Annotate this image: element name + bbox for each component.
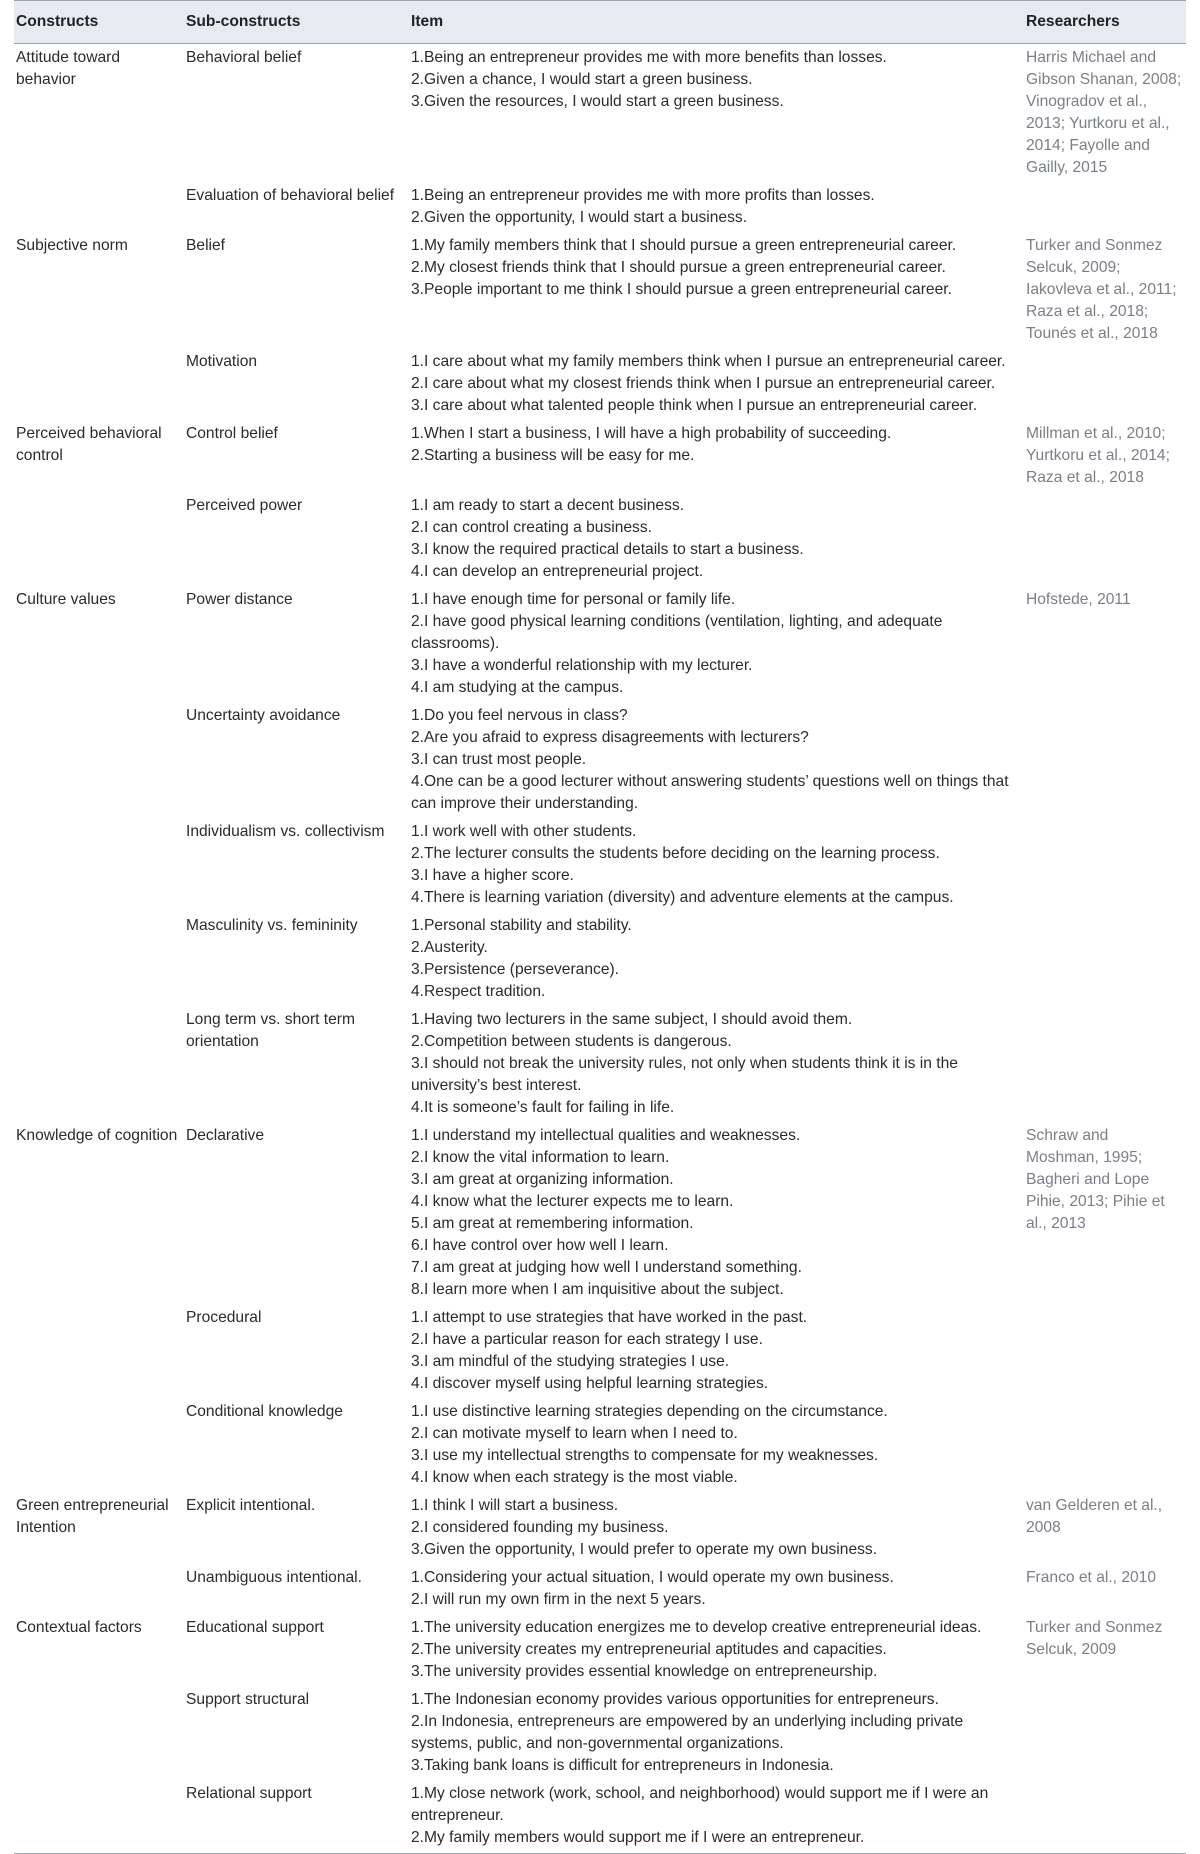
item-line: 1.The Indonesian economy provides various opportunities for entrepreneurs. [411,1691,939,1708]
table-row [14,1564,1186,1614]
table-row [14,1780,1186,1854]
sub-construct-cell: Individualism vs. collectivism [186,823,385,840]
item-line: 2.Are you afraid to express disagreements with lecturers? [411,729,809,746]
researchers-cell [1024,1780,1186,1854]
item-line: 4.There is learning variation (diversity) and adventure elements at the campus. [411,889,954,906]
item-line: 1.I care about what my family members think when I pursue an entrepreneurial career. [411,353,1006,370]
item-line: 1.I understand my intellectual qualities and weaknesses. [411,1127,801,1144]
item-line: 2.I can control creating a business. [411,519,652,536]
table-body [14,44,1186,1854]
construct-cell [14,1564,184,1614]
construct-cell: Culture values [16,591,116,608]
item-line: 1.Considering your actual situation, I would operate my own business. [411,1569,894,1586]
construct-cell [14,492,184,586]
items-cell [409,586,1024,702]
construct-cell [14,1398,184,1492]
researchers-cell [1024,348,1186,420]
items-cell [409,1614,1024,1686]
sub-construct-cell: Procedural [186,1309,262,1326]
researchers-cell [1024,1304,1186,1398]
researchers-cell [1024,492,1186,586]
sub-construct-cell: Behavioral belief [186,49,302,66]
item-line: 4.I know when each strategy is the most viable. [411,1469,738,1486]
item-line: 3.I am mindful of the studying strategies I use. [411,1353,730,1370]
construct-cell [14,348,184,420]
item-line: 2.I have a particular reason for each strategy I use. [411,1331,763,1348]
sub-construct-cell: Control belief [186,425,278,442]
item-line: 3.I should not break the university rules, not only when students think it is in the university’s best interest. [411,1055,958,1094]
construct-cell [14,702,184,818]
construct-cell [14,1304,184,1398]
table-row [14,420,1186,492]
items-cell [409,348,1024,420]
researchers-cell: van Gelderen et al., 2008 [1026,1497,1163,1536]
constructs-table [14,0,1186,1854]
sub-construct-cell: Masculinity vs. femininity [186,917,358,934]
header-row [14,1,1186,44]
construct-cell: Contextual factors [16,1619,142,1636]
researchers-cell: Hofstede, 2011 [1026,591,1131,608]
items-cell [409,44,1024,183]
item-line: 1.When I start a business, I will have a high probability of succeeding. [411,425,892,442]
item-line: 4.I discover myself using helpful learning strategies. [411,1375,769,1392]
item-line: 1.The university education energizes me to develop creative entrepreneurial ideas. [411,1619,982,1636]
construct-cell: Perceived behavioral control [16,425,162,464]
item-line: 2.I can motivate myself to learn when I need to. [411,1425,738,1442]
table-row [14,702,1186,818]
item-line: 3.I use my intellectual strengths to compensate for my weaknesses. [411,1447,879,1464]
item-line: 3.People important to me think I should pursue a green entrepreneurial career. [411,281,952,298]
item-line: 3.The university provides essential knowledge on entrepreneurship. [411,1663,878,1680]
construct-cell: Green entrepreneurial Intention [16,1497,169,1536]
item-line: 4.One can be a good lecturer without answering students’ questions well on things that can improve their understanding. [411,773,1009,812]
sub-construct-cell: Support structural [186,1691,310,1708]
construct-cell: Knowledge of cognition [16,1127,178,1144]
item-line: 2.My closest friends think that I should pursue a green entrepreneurial career. [411,259,946,276]
item-line: 6.I have control over how well I learn. [411,1237,669,1254]
item-line: 2.I will run my own firm in the next 5 years. [411,1591,706,1608]
items-cell [409,1564,1024,1614]
researchers-cell: Millman et al., 2010; Yurtkoru et al., 2014; Raza et al., 2018 [1026,425,1170,486]
researchers-cell [1024,702,1186,818]
construct-cell [14,1780,184,1854]
item-line: 7.I am great at judging how well I understand something. [411,1259,802,1276]
researchers-cell [1024,818,1186,912]
researchers-cell [1024,182,1186,232]
item-line: 2.The lecturer consults the students before deciding on the learning process. [411,845,940,862]
sub-construct-cell: Motivation [186,353,258,370]
item-line: 3.Taking bank loans is difficult for entrepreneurs in Indonesia. [411,1757,834,1774]
table-row [14,1398,1186,1492]
item-line: 3.I have a higher score. [411,867,574,884]
items-cell [409,818,1024,912]
researchers-cell: Franco et al., 2010 [1026,1569,1157,1586]
table-row [14,818,1186,912]
item-line: 2.I considered founding my business. [411,1519,669,1536]
item-line: 2.I have good physical learning conditions (ventilation, lighting, and adequate classrooms). [411,613,943,652]
table-row [14,182,1186,232]
items-cell [409,1006,1024,1122]
item-line: 2.Given a chance, I would start a green business. [411,71,753,88]
table-row [14,1122,1186,1304]
sub-construct-cell: Declarative [186,1127,264,1144]
table-row [14,1006,1186,1122]
item-line: 2.In Indonesia, entrepreneurs are empowered by an underlying including private systems, public, and non-governmental organizations. [411,1713,964,1752]
item-line: 8.I learn more when I am inquisitive about the subject. [411,1281,784,1298]
items-cell [409,420,1024,492]
item-line: 2.My family members would support me if I were an entrepreneur. [411,1829,865,1846]
sub-construct-cell: Long term vs. short term orientation [186,1011,355,1050]
construct-cell [14,818,184,912]
items-cell [409,182,1024,232]
table-row [14,232,1186,348]
researchers-cell: Schraw and Moshman, 1995; Bagheri and Lope Pihie, 2013; Pihie et al., 2013 [1026,1127,1165,1232]
researchers-cell [1024,1006,1186,1122]
item-line: 1.I am ready to start a decent business. [411,497,685,514]
item-line: 4.I am studying at the campus. [411,679,624,696]
items-cell [409,912,1024,1006]
item-line: 3.Persistence (perseverance). [411,961,620,978]
items-cell [409,702,1024,818]
item-line: 2.Starting a business will be easy for me. [411,447,695,464]
item-line: 3.I am great at organizing information. [411,1171,674,1188]
researchers-cell: Turker and Sonmez Selcuk, 2009; Iakovleva et al., 2011; Raza et al., 2018; Tounés et al., 2018 [1026,237,1177,342]
header-sub-constructs: Sub-constructs [184,1,409,44]
construct-cell: Attitude toward behavior [16,49,121,88]
item-line: 1.Personal stability and stability. [411,917,632,934]
item-line: 3.I can trust most people. [411,751,587,768]
researchers-cell [1024,1686,1186,1780]
item-line: 4.It is someone’s fault for failing in life. [411,1099,675,1116]
item-line: 1.Being an entrepreneur provides me with more profits than losses. [411,187,875,204]
construct-cell [14,912,184,1006]
item-line: 5.I am great at remembering information. [411,1215,694,1232]
table-row [14,44,1186,183]
item-line: 1.My close network (work, school, and neighborhood) would support me if I were an entrepreneur. [411,1785,989,1824]
item-line: 4.I can develop an entrepreneurial project. [411,563,704,580]
item-line: 2.Competition between students is dangerous. [411,1033,732,1050]
items-cell [409,1686,1024,1780]
construct-cell: Subjective norm [16,237,128,254]
item-line: 1.I have enough time for personal or family life. [411,591,736,608]
header-constructs: Constructs [14,1,184,44]
table-row [14,1686,1186,1780]
item-line: 3.I care about what talented people think when I pursue an entrepreneurial career. [411,397,978,414]
table-row [14,1614,1186,1686]
table-row [14,492,1186,586]
item-line: 3.Given the opportunity, I would prefer to operate my own business. [411,1541,878,1558]
sub-construct-cell: Unambiguous intentional. [186,1569,362,1586]
table-row [14,1304,1186,1398]
item-line: 2.I know the vital information to learn. [411,1149,670,1166]
item-line: 3.I know the required practical details to start a business. [411,541,804,558]
item-line: 1.My family members think that I should pursue a green entrepreneurial career. [411,237,957,254]
table-header [14,1,1186,44]
item-line: 2.I care about what my closest friends think when I pursue an entrepreneurial career. [411,375,996,392]
item-line: 2.Given the opportunity, I would start a business. [411,209,748,226]
items-cell [409,1780,1024,1854]
item-line: 1.Do you feel nervous in class? [411,707,628,724]
construct-cell [14,182,184,232]
items-cell [409,492,1024,586]
table-row [14,348,1186,420]
sub-construct-cell: Belief [186,237,226,254]
item-line: 3.I have a wonderful relationship with my lecturer. [411,657,753,674]
items-cell [409,1122,1024,1304]
item-line: 1.Being an entrepreneur provides me with more benefits than losses. [411,49,887,66]
sub-construct-cell: Uncertainty avoidance [186,707,341,724]
item-line: 1.I work well with other students. [411,823,637,840]
sub-construct-cell: Conditional knowledge [186,1403,343,1420]
item-line: 1.I think I will start a business. [411,1497,619,1514]
item-line: 1.I attempt to use strategies that have worked in the past. [411,1309,808,1326]
sub-construct-cell: Evaluation of behavioral belief [186,187,395,204]
items-cell [409,1398,1024,1492]
header-researchers: Researchers [1024,1,1186,44]
item-line: 4.I know what the lecturer expects me to learn. [411,1193,734,1210]
researchers-cell: Turker and Sonmez Selcuk, 2009 [1026,1619,1163,1658]
table-row [14,586,1186,702]
item-line: 1.Having two lecturers in the same subject, I should avoid them. [411,1011,853,1028]
table-row [14,912,1186,1006]
item-line: 3.Given the resources, I would start a green business. [411,93,784,110]
researchers-cell [1024,1398,1186,1492]
items-cell [409,1492,1024,1564]
sub-construct-cell: Educational support [186,1619,324,1636]
items-cell [409,1304,1024,1398]
sub-construct-cell: Explicit intentional. [186,1497,316,1514]
sub-construct-cell: Power distance [186,591,293,608]
sub-construct-cell: Relational support [184,1780,409,1854]
header-item: Item [409,1,1024,44]
sub-construct-cell: Perceived power [186,497,303,514]
researchers-cell [1024,912,1186,1006]
researchers-cell: Harris Michael and Gibson Shanan, 2008; Vinogradov et al., 2013; Yurtkoru et al., 2014; Fayolle and Gailly, 2015 [1026,49,1182,176]
construct-cell [14,1006,184,1122]
item-line: 2.Austerity. [411,939,488,956]
item-line: 4.Respect tradition. [411,983,546,1000]
item-line: 1.I use distinctive learning strategies depending on the circumstance. [411,1403,888,1420]
items-cell [409,232,1024,348]
table-row [14,1492,1186,1564]
construct-cell [14,1686,184,1780]
item-line: 2.The university creates my entrepreneurial aptitudes and capacities. [411,1641,887,1658]
